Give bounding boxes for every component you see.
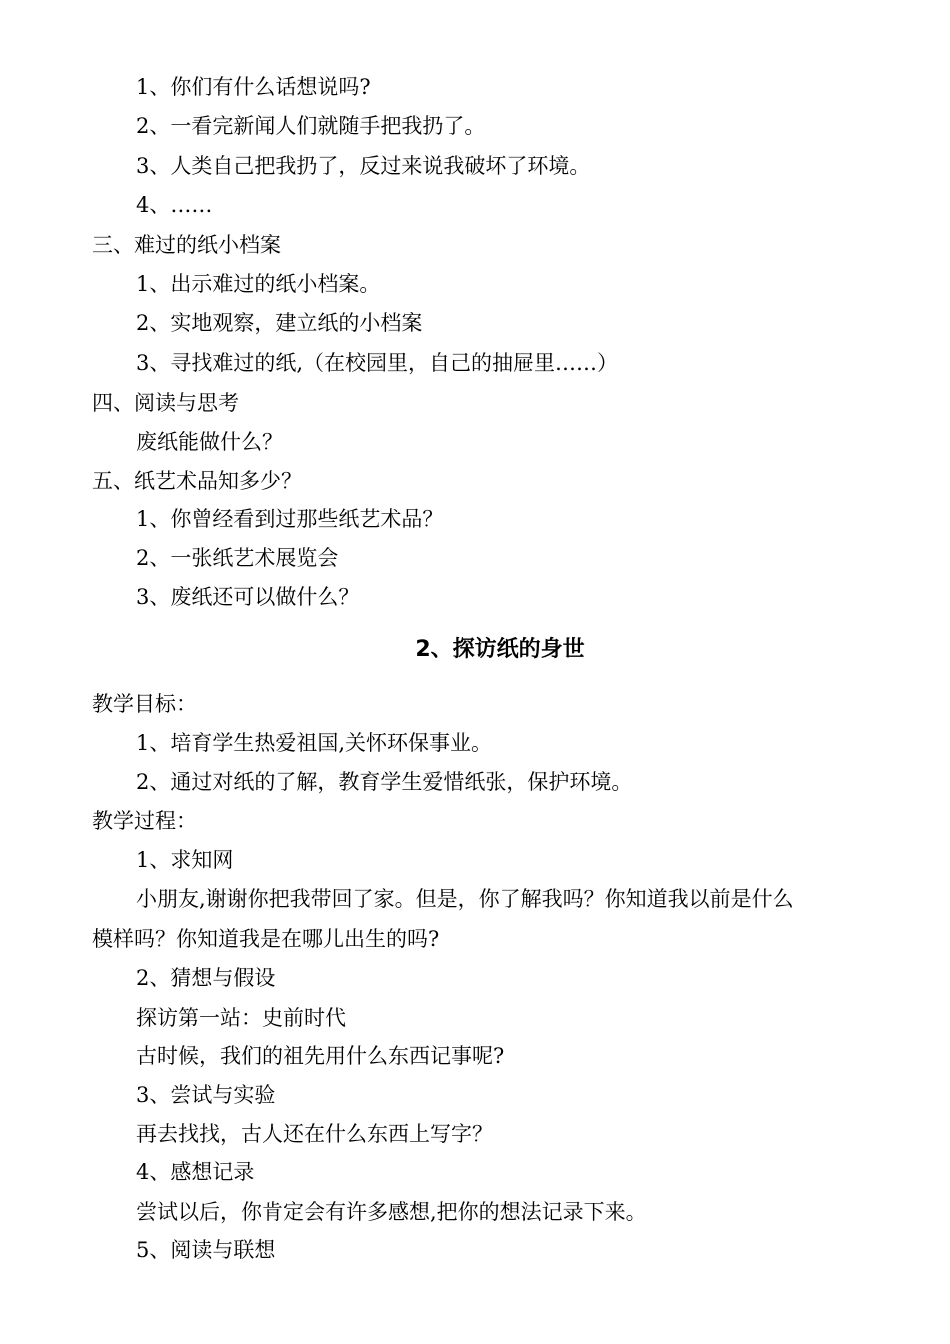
text-line: 3、人类自己把我扔了，反过来说我破坏了环境。 [136, 154, 591, 178]
text-line: 2、猜想与假设 [136, 966, 276, 990]
text-line: 尝试以后，你肯定会有许多感想,把你的想法记录下来。 [136, 1200, 647, 1224]
text-line: 废纸能做什么？ [136, 430, 283, 454]
section-heading: 教学目标： [92, 692, 197, 716]
text-line: 1、你曾经看到过那些纸艺术品？ [136, 507, 444, 531]
section-heading: 教学过程： [92, 809, 197, 833]
text-line: 3、尝试与实验 [136, 1083, 276, 1107]
section-heading: 五、纸艺术品知多少？ [92, 469, 302, 493]
text-line: 1、培育学生热爱祖国,关怀环保事业。 [136, 731, 493, 755]
text-line: 模样吗？你知道我是在哪儿出生的吗? [92, 927, 440, 951]
text-line: 1、求知网 [136, 848, 234, 872]
text-line: 2、一张纸艺术展览会 [136, 546, 339, 570]
text-line: 1、出示难过的纸小档案。 [136, 272, 381, 296]
chapter-title: 2、探访纸的身世 [415, 637, 585, 662]
text-line: 2、一看完新闻人们就随手把我扔了。 [136, 114, 486, 138]
text-line: 1、你们有什么话想说吗? [136, 75, 371, 99]
text-line: 5、阅读与联想 [136, 1238, 276, 1262]
text-line: 探访第一站：史前时代 [136, 1006, 346, 1030]
text-line: 3、废纸还可以做什么？ [136, 585, 360, 609]
text-line: 2、通过对纸的了解，教育学生爱惜纸张，保护环境。 [136, 770, 633, 794]
text-line: 4、…… [136, 193, 213, 217]
section-heading: 四、阅读与思考 [92, 391, 239, 415]
section-heading: 三、难过的纸小档案 [92, 233, 281, 257]
text-line: 小朋友,谢谢你把我带回了家。但是，你了解我吗？你知道我以前是什么 [136, 887, 794, 911]
text-line: 再去找找，古人还在什么东西上写字？ [136, 1122, 493, 1146]
text-line: 2、实地观察，建立纸的小档案 [136, 311, 423, 335]
text-line: 4、感想记录 [136, 1160, 255, 1184]
text-line: 古时候，我们的祖先用什么东西记事呢? [136, 1044, 505, 1068]
text-line: 3、寻找难过的纸,（在校园里，自己的抽屉里……） [136, 351, 619, 375]
